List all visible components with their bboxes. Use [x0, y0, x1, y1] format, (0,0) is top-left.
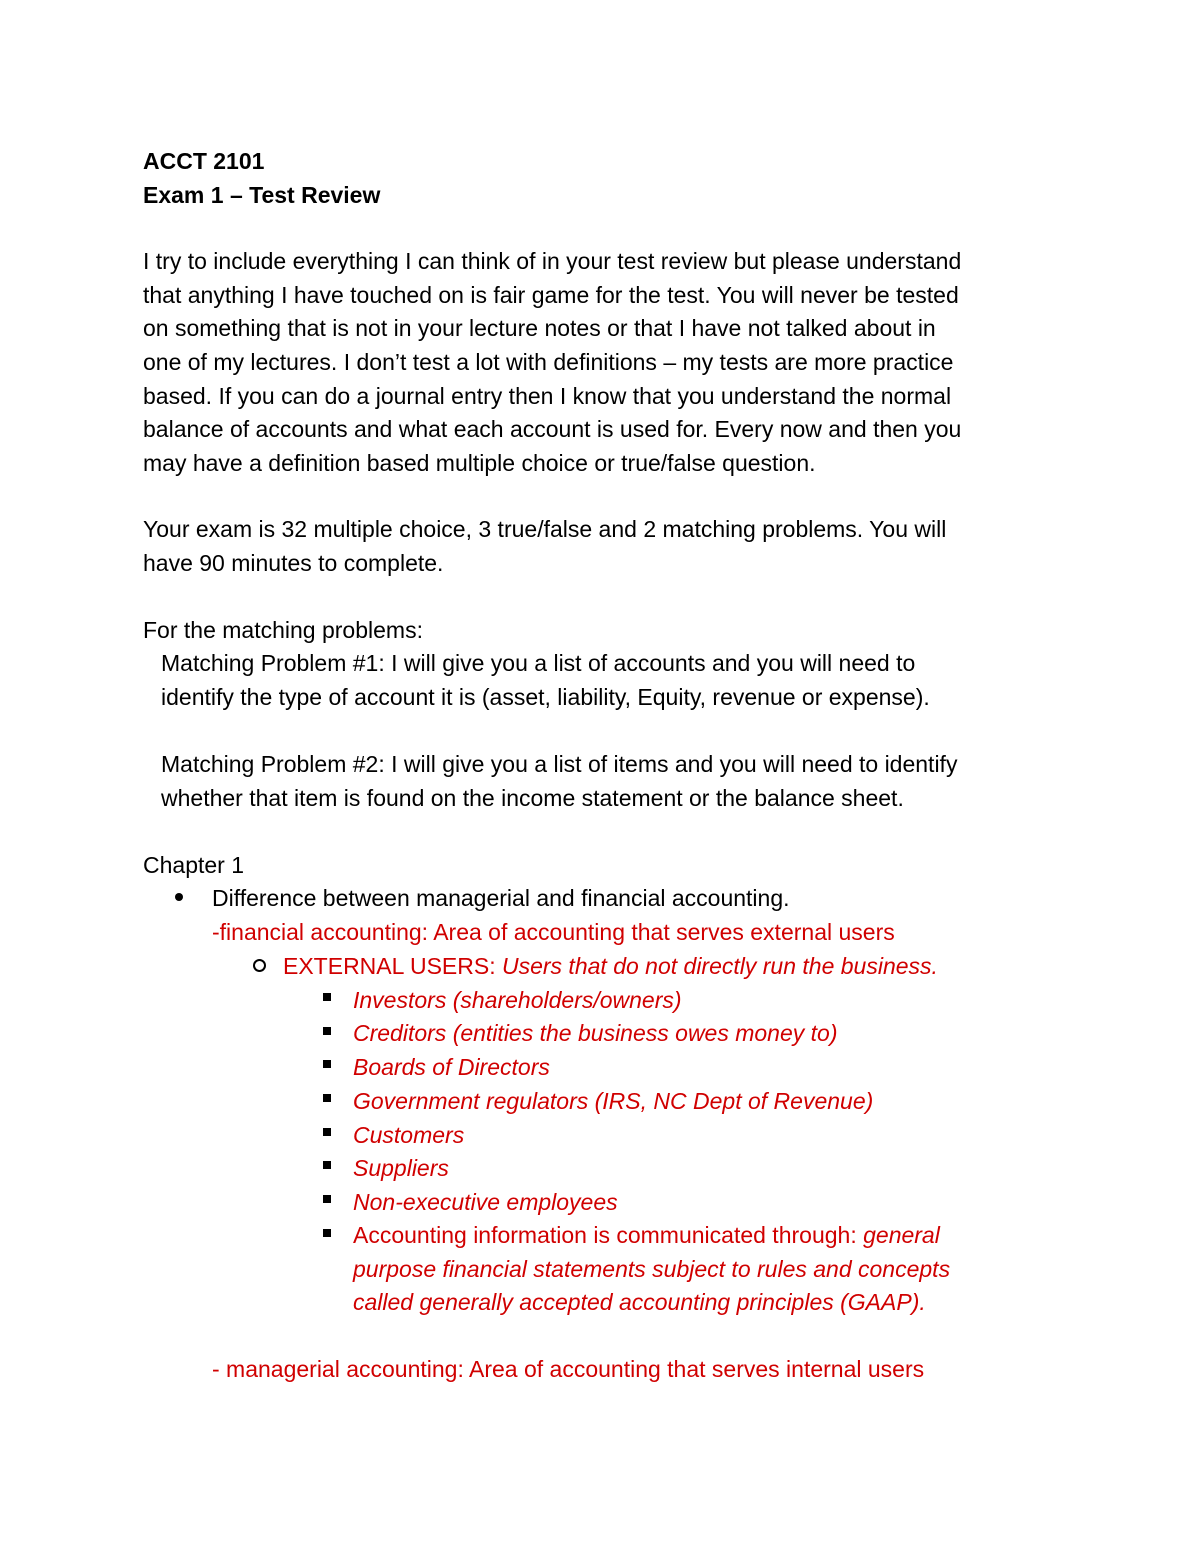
matching-problem-line: whether that item is found on the income statement or the balance sheet.: [161, 785, 904, 811]
matching-heading: For the matching problems:: [143, 617, 423, 643]
chapter-heading: Chapter 1: [143, 852, 245, 878]
bullet-square-icon: [323, 1027, 331, 1035]
communicated-text: called generally accepted accounting principles (GAAP).: [353, 1289, 926, 1315]
list-item: Non-executive employees: [353, 1189, 618, 1215]
bullet-square-icon: [323, 1060, 331, 1068]
intro-line: balance of accounts and what each account is used for. Every now and then you: [143, 416, 962, 442]
managerial-accounting-def: - managerial accounting: Area of accounting that serves internal users: [212, 1356, 925, 1382]
bullet-square-icon: [323, 1195, 331, 1203]
communicated-text: general: [863, 1222, 940, 1248]
external-users-label: EXTERNAL USERS:: [283, 953, 502, 979]
matching-problem-line: identify the type of account it is (asset, liability, Equity, revenue or expense).: [161, 684, 930, 710]
list-item: Government regulators (IRS, NC Dept of Revenue): [353, 1088, 874, 1114]
matching-problem-line: Matching Problem #1: I will give you a list of accounts and you will need to: [161, 650, 916, 676]
exam-format-line: have 90 minutes to complete.: [143, 550, 444, 576]
list-item: Boards of Directors: [353, 1054, 550, 1080]
bullet-square-icon: [323, 993, 331, 1001]
bullet-dot-icon: [175, 893, 183, 901]
chapter-bullet: Difference between managerial and financial accounting.: [212, 885, 790, 911]
financial-accounting-def: -financial accounting: Area of accounting that serves external users: [212, 919, 895, 945]
intro-line: one of my lectures. I don’t test a lot with definitions – my tests are more practice: [143, 349, 954, 375]
intro-line: I try to include everything I can think of in your test review but please understand: [143, 248, 962, 274]
exam-format-line: Your exam is 32 multiple choice, 3 true/false and 2 matching problems. You will: [143, 516, 947, 542]
bullet-square-icon: [323, 1229, 331, 1237]
exam-title: Exam 1 – Test Review: [143, 182, 381, 208]
bullet-circle-icon: [253, 959, 266, 972]
list-item: Suppliers: [353, 1155, 449, 1181]
intro-line: on something that is not in your lecture notes or that I have not talked about in: [143, 315, 936, 341]
matching-problem-line: Matching Problem #2: I will give you a list of items and you will need to identify: [161, 751, 958, 777]
course-code: ACCT 2101: [143, 148, 265, 174]
external-users-def: Users that do not directly run the business.: [501, 953, 938, 979]
list-item: Creditors (entities the business owes money to): [353, 1020, 838, 1046]
list-item: Customers: [353, 1122, 465, 1148]
bullet-square-icon: [323, 1161, 331, 1169]
bullet-square-icon: [323, 1094, 331, 1102]
communicated-text: purpose financial statements subject to rules and concepts: [353, 1256, 951, 1282]
intro-line: based. If you can do a journal entry then I know that you understand the normal: [143, 383, 952, 409]
intro-line: may have a definition based multiple choice or true/false question.: [143, 450, 816, 476]
communicated-label: Accounting information is communicated through:: [353, 1222, 864, 1248]
list-item: Investors (shareholders/owners): [353, 987, 682, 1013]
intro-line: that anything I have touched on is fair game for the test. You will never be tested: [143, 282, 959, 308]
external-users-line: [283, 951, 938, 981]
communicated-line: [353, 1220, 940, 1250]
bullet-square-icon: [323, 1128, 331, 1136]
